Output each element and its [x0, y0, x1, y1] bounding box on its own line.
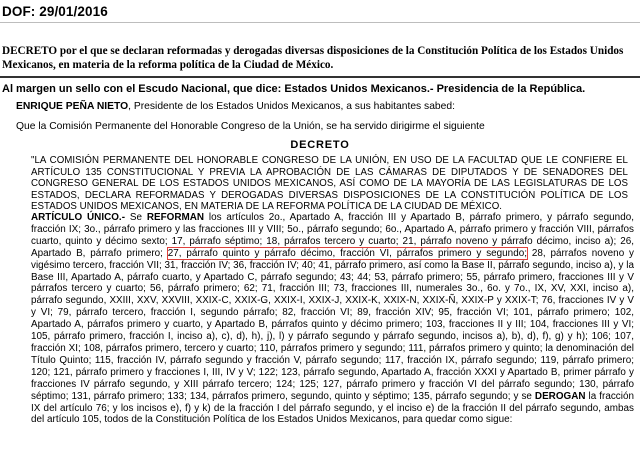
president-line — [16, 101, 455, 113]
seal-line: Al margen un sello con el Escudo Nacional, que dice: Estados Unidos Mexicanos.- Presidencia de la República. — [2, 83, 586, 95]
title-divider — [0, 76, 640, 78]
reforman-keyword: REFORMAN — [146, 212, 205, 223]
articulo-text-2: los artículos 2o., Apartado A, fracción III y Apartado B, párrafo primero, y párrafo segundo, fracción IX; 3o., párrafo primero y las fracciones III y VIII; 5o., párrafo segundo; 6o., Apartado A, párrafo primero y fracción VIII, párrafos cuarto, quinto y décimo sexto; 17, párrafo séptimo; 18, párrafos tercero y cuarto; 21, párrafo noveno y párrafo décimo, inciso a); 26, Apartado B, párrafo primero; — [31, 212, 634, 259]
dof-date: DOF: 29/01/2016 — [2, 4, 108, 19]
preamble-paragraph: "LA COMISIÓN PERMANENTE DEL HONORABLE CONGRESO DE LA UNIÓN, EN USO DE LA FACULTAD QUE LE CONFIERE EL ARTÍCULO 135 CONSTITUCIONAL Y PREVIA LA APROBACIÓN DE LAS CÁMARAS DE DIPUTADOS Y DE SENADORES DEL CONGRESO GENERAL DE LOS ESTADOS UNIDOS MEXICANOS, ASÍ COMO DE LA MAYORÍA DE LAS LEGISLATURAS DE LOS ESTADOS, DECLARA REFORMADAS Y DEROGADAS DIVERSAS DISPOSICIONES DE LA CONSTITUCIÓN POLÍTICA DE LOS ESTADOS UNIDOS MEXICANOS, EN MATERIA DE LA REFORMA POLÍTICA DE LA CIUDAD DE MÉXICO. — [31, 155, 628, 212]
articulo-text-1: Se — [125, 212, 147, 223]
president-address: , Presidente de los Estados Unidos Mexicanos, a sus habitantes sabed: — [128, 101, 455, 112]
derogan-keyword: DEROGAN — [534, 390, 586, 402]
articulo-unico-paragraph — [31, 212, 634, 426]
articulo-lead: ARTÍCULO ÚNICO.- — [31, 212, 126, 223]
articulo-text-4: la fracción IX del artículo 76; y los incisos e), f) y k) de la fracción I del párrafo segundo, y el inciso e) de la fracción II del párrafo segundo, ambas del artículo 105, todos de la Constitución Política de los Estados Unidos Mexicanos, para quedar como sigue: — [31, 390, 634, 426]
top-divider — [0, 22, 640, 23]
permanent-commission-line: Que la Comisión Permanente del Honorable Congreso de la Unión, se ha servido dirigirme el siguiente — [16, 121, 485, 132]
decree-title: DECRETO por el que se declaran reformadas y derogadas diversas disposiciones de la Constitución Política de los Estados Unidos Mexicanos, en materia de la reforma política de la Ciudad de México. — [2, 45, 624, 71]
articulo-text-3: 28, párrafos noveno y vigésimo tercero, fracción VII; 31, fracción IV; 36, fracción IV; 40; 41, párrafo primero, así como la Base II, párrafo segundo, inciso a), y la Base III, Apartado A, párrafo cuarto, y Apartado C, párrafo segundo; 43; 44; 53, párrafo primero; 55, párrafo primero, fracciones III y V párrafos tercero y cuarto; 56, párrafo primero; 62; 71, fracción III; 73, fracciones III, numerales 3o., 6o. y 7o., IX, XV, XXI, inciso a), párrafo segundo, XXIII, XXV, XXVIII, XXIX-C, XXIX-G, XXIX-I, XXIX-J, XXIX-K, XXIX-N, XXIX-Ñ, XXIX-P y XXIX-T; 76, fracciones IV y V y VI; 79, párrafo tercero, fracción I, segundo párrafo; 82, fracción VI; 89, fracción XIV; 95, fracción VI; 101, párrafo primero; 102, Apartado A, párrafos primero y cuarto, y Apartado B, párrafos quinto y décimo primero; 103, fracciones II y III; 104, fracciones III y VI; 105, párrafo primero, fracción I, inciso a), c), d), h), j), l) y párrafo segundo y párrafo segundo, incisos a), b), d), f), g) y h); 106; 107, fracción XI; 108, párrafos primero, tercero y cuarto; 110, párrafos primero y segundo; 111, párrafos primero y quinto; la denominación del Título Quinto; 115, fracción IV, párrafo segundo y fracción V, párrafo segundo; 117, fracción IX, párrafo segundo; 119, párrafo primero; 120; 121, párrafo primero y fracciones I, III, IV y V; 122; 123, párrafo segundo, Apartado A, fracción XXXI y Apartado B, primer párrafo y fracciones IV párrafo segundo, y XIII párrafo tercero; 124; 125; 127, párrafo primero y fracción VI del párrafo segundo; 130, párrafo séptimo; 131, párrafo primero; 133; 134, párrafos primero, segundo, quinto y séptimo; 135, párrafo segundo; y se — [31, 247, 635, 402]
highlighted-article-27: 27, párrafo quinto y párrafo décimo, fracción VI, párrafos primero y segundo; — [167, 247, 527, 259]
decreto-heading: DECRETO — [290, 139, 350, 151]
president-name: ENRIQUE PEÑA NIETO — [16, 101, 129, 112]
